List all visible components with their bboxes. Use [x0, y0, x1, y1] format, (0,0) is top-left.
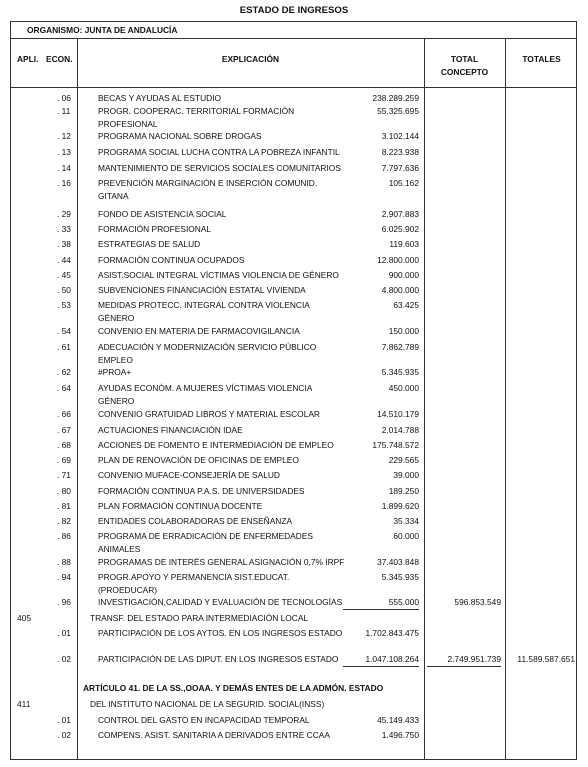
row-explicacion: DEL INSTITUTO NACIONAL DE LA SEGURID. SOCIAL(INSS) [90, 699, 325, 709]
row-amount: 1.047.108.264 [343, 653, 419, 667]
econ-code: . 86 [57, 531, 71, 541]
row-explicacion: ENTIDADES COLABORADORAS DE ENSEÑANZA [98, 516, 293, 526]
row-amount: 900.000 [388, 270, 419, 280]
row-explicacion: PROGR.APOYO Y PERMANENCIA SIST.EDUCAT. (PROEDUCAR) [98, 572, 290, 595]
econ-code: . 80 [57, 486, 71, 496]
econ-code: . 96 [57, 597, 71, 607]
apli-code: 411 [17, 699, 31, 709]
header-divider [11, 87, 576, 88]
header-total-concepto: TOTAL CONCEPTO [440, 54, 489, 77]
row-explicacion: ASIST.SOCIAL INTEGRAL VÍCTIMAS VIOLENCIA DE GÉNERO [98, 270, 339, 280]
row-amount: 1.702.843.475 [365, 628, 419, 638]
header-econ: ECON. [46, 54, 73, 64]
row-explicacion: FONDO DE ASISTENCIA SOCIAL [98, 209, 227, 219]
row-explicacion: CONVENIO MUFACE-CONSEJERÍA DE SALUD [98, 470, 280, 480]
econ-code: . 01 [57, 628, 71, 638]
row-amount: 14.510.179 [377, 409, 419, 419]
row-amount: 37.403.848 [377, 557, 419, 567]
row-amount: 150.000 [388, 326, 419, 336]
econ-code: . 13 [57, 147, 71, 157]
row-explicacion: BECAS Y AYUDAS AL ESTUDIO [98, 93, 222, 103]
econ-code: . 11 [57, 106, 71, 116]
row-explicacion: FORMACIÓN CONTINUA P.A.S. DE UNIVERSIDADES [98, 486, 305, 496]
column-divider [77, 39, 78, 759]
organismo-label: ORGANISMO: JUNTA DE ANDALUCÍA [27, 25, 178, 35]
page-title: ESTADO DE INGRESOS [239, 5, 349, 16]
econ-code: . 02 [57, 730, 71, 740]
row-explicacion: #PROA+ [98, 367, 132, 377]
row-amount: 105.162 [388, 178, 419, 188]
econ-code: . 16 [57, 178, 71, 188]
row-explicacion: FORMACIÓN CONTINUA OCUPADOS [98, 255, 245, 265]
econ-code: . 71 [57, 470, 71, 480]
row-amount: 238.289.259 [372, 93, 419, 103]
row-explicacion: SUBVENCIONES FINANCIACIÓN ESTATAL VIVIENDA [98, 285, 306, 295]
econ-code: . 94 [57, 572, 71, 582]
econ-code: . 62 [57, 367, 71, 377]
header-totales: TOTALES [522, 54, 561, 64]
row-explicacion: CONVENIO GRATUIDAD LIBROS Y MATERIAL ESCOLAR [98, 409, 320, 419]
row-explicacion: INVESTIGACIÓN,CALIDAD Y EVALUACIÓN DE TECNOLOGÍAS [98, 597, 343, 607]
row-total-concepto: 596.853.549 [454, 597, 501, 607]
row-explicacion: PROGRAMA NACIONAL SOBRE DROGAS [98, 131, 262, 141]
row-amount: 189.250 [388, 486, 419, 496]
row-amount: 1.496.750 [381, 730, 419, 740]
column-divider [505, 39, 506, 759]
row-amount: 5.345.935 [381, 572, 419, 582]
row-explicacion: FORMACIÓN PROFESIONAL [98, 224, 212, 234]
econ-code: . 53 [57, 300, 71, 310]
row-amount: 6.025.902 [381, 224, 419, 234]
econ-code: . 12 [57, 131, 71, 141]
row-amount: 55.325.695 [377, 106, 419, 116]
row-amount: 4.800.000 [381, 285, 419, 295]
row-amount: 2.907.883 [381, 209, 419, 219]
income-table [10, 21, 577, 760]
row-explicacion: MEDIDAS PROTECC. INTEGRAL CONTRA VIOLENCIA GÉNERO [98, 300, 310, 323]
row-explicacion: TRANSF. DEL ESTADO PARA INTERMEDIACIÓN LOCAL [90, 613, 309, 623]
column-divider [424, 39, 425, 759]
row-amount: 7.862.789 [381, 342, 419, 352]
econ-code: . 67 [57, 425, 71, 435]
econ-code: . 38 [57, 239, 71, 249]
row-amount: 450.000 [388, 383, 419, 393]
econ-code: . 68 [57, 440, 71, 450]
row-amount: 2.014.788 [381, 425, 419, 435]
econ-code: . 82 [57, 516, 71, 526]
econ-code: . 50 [57, 285, 71, 295]
econ-code: . 33 [57, 224, 71, 234]
econ-code: . 01 [57, 715, 71, 725]
econ-code: . 14 [57, 163, 71, 173]
econ-code: . 69 [57, 455, 71, 465]
row-explicacion: PLAN FORMACIÓN CONTINUA DOCENTE [98, 501, 263, 511]
row-amount: 39.000 [393, 470, 419, 480]
row-amount: 175.748.572 [372, 440, 419, 450]
row-total-concepto: 2.749.951.739 [427, 653, 501, 667]
row-amount: 119.603 [389, 239, 419, 249]
row-amount: 35.334 [393, 516, 419, 526]
econ-code: . 64 [57, 383, 71, 393]
row-amount: 12.800.000 [377, 255, 419, 265]
row-explicacion: CONVENIO EN MATERIA DE FARMACOVIGILANCIA [98, 326, 300, 336]
row-amount: 7.797.636 [381, 163, 419, 173]
row-amount: 3.102.144 [381, 131, 419, 141]
row-explicacion: PROGR. COOPERAC. TERRITORIAL FORMACIÓN PROFESIONAL [98, 106, 295, 129]
row-explicacion: PREVENCIÓN MARGINACIÓN E INSERCIÓN COMUNID. GITANA [98, 178, 318, 201]
row-amount: 229.565 [388, 455, 419, 465]
row-totales: 11.589.587.651 [517, 654, 575, 664]
header-apli: APLI. [17, 54, 39, 64]
econ-code: . 54 [57, 326, 71, 336]
row-amount: 5.345.935 [381, 367, 419, 377]
row-explicacion: PARTICIPACIÓN DE LOS AYTOS. EN LOS INGRESOS ESTADO [98, 628, 343, 638]
row-amount: 60.000 [393, 531, 419, 541]
header-explicacion: EXPLICACIÓN [221, 54, 280, 64]
econ-code: . 66 [57, 409, 71, 419]
row-explicacion: PROGRAMA DE ERRADICACIÓN DE ENFERMEDADES ANIMALES [98, 531, 313, 554]
econ-code: . 81 [57, 501, 71, 511]
row-explicacion: ADECUACIÓN Y MODERNIZACIÓN SERVICIO PÚBLICO EMPLEO [98, 342, 317, 365]
row-amount: 555.000 [343, 596, 419, 610]
row-explicacion: ACCIONES DE FOMENTO E INTERMEDIACIÓN DE EMPLEO [98, 440, 334, 450]
row-explicacion: PROGRAMA SOCIAL LUCHA CONTRA LA POBREZA INFANTIL [98, 147, 340, 157]
row-amount: 63.425 [393, 300, 419, 310]
row-explicacion: PLAN DE RENOVACIÓN DE OFICINAS DE EMPLEO [98, 455, 299, 465]
econ-code: . 06 [57, 93, 71, 103]
row-explicacion: ACTUACIONES FINANCIACIÓN IDAE [98, 425, 243, 435]
econ-code: . 44 [57, 255, 71, 265]
row-explicacion: ARTÍCULO 41. DE LA SS.,OOAA. Y DEMÁS ENTES DE LA ADMÓN. ESTADO [83, 683, 384, 693]
econ-code: . 29 [57, 209, 71, 219]
row-explicacion: COMPENS. ASIST. SANITARIA A DERIVADOS ENTRE CCAA [98, 730, 330, 740]
row-amount: 8.223.938 [381, 147, 419, 157]
row-explicacion: MANTENIMIENTO DE SERVICIOS SOCIALES COMUNITARIOS [98, 163, 341, 173]
organismo-row [11, 22, 576, 39]
econ-code: . 61 [57, 342, 71, 352]
row-amount: 45.149.433 [377, 715, 419, 725]
row-explicacion: PARTICIPACIÓN DE LAS DIPUT. EN LOS INGRESOS ESTADO [98, 654, 339, 664]
econ-code: . 02 [57, 654, 71, 664]
row-explicacion: AYUDAS ECONÓM. A MUJERES VÍCTIMAS VIOLENCIA GÉNERO [98, 383, 312, 406]
econ-code: . 88 [57, 557, 71, 567]
econ-code: . 45 [57, 270, 71, 280]
row-explicacion: ESTRATEGIAS DE SALUD [98, 239, 201, 249]
row-amount: 1.899.620 [381, 501, 419, 511]
row-explicacion: PROGRAMAS DE INTERÉS GENERAL ASIGNACIÓN 0,7% IRPF [98, 557, 345, 567]
apli-code: 405 [17, 613, 31, 623]
row-explicacion: CONTROL DEL GASTO EN INCAPACIDAD TEMPORAL [98, 715, 310, 725]
